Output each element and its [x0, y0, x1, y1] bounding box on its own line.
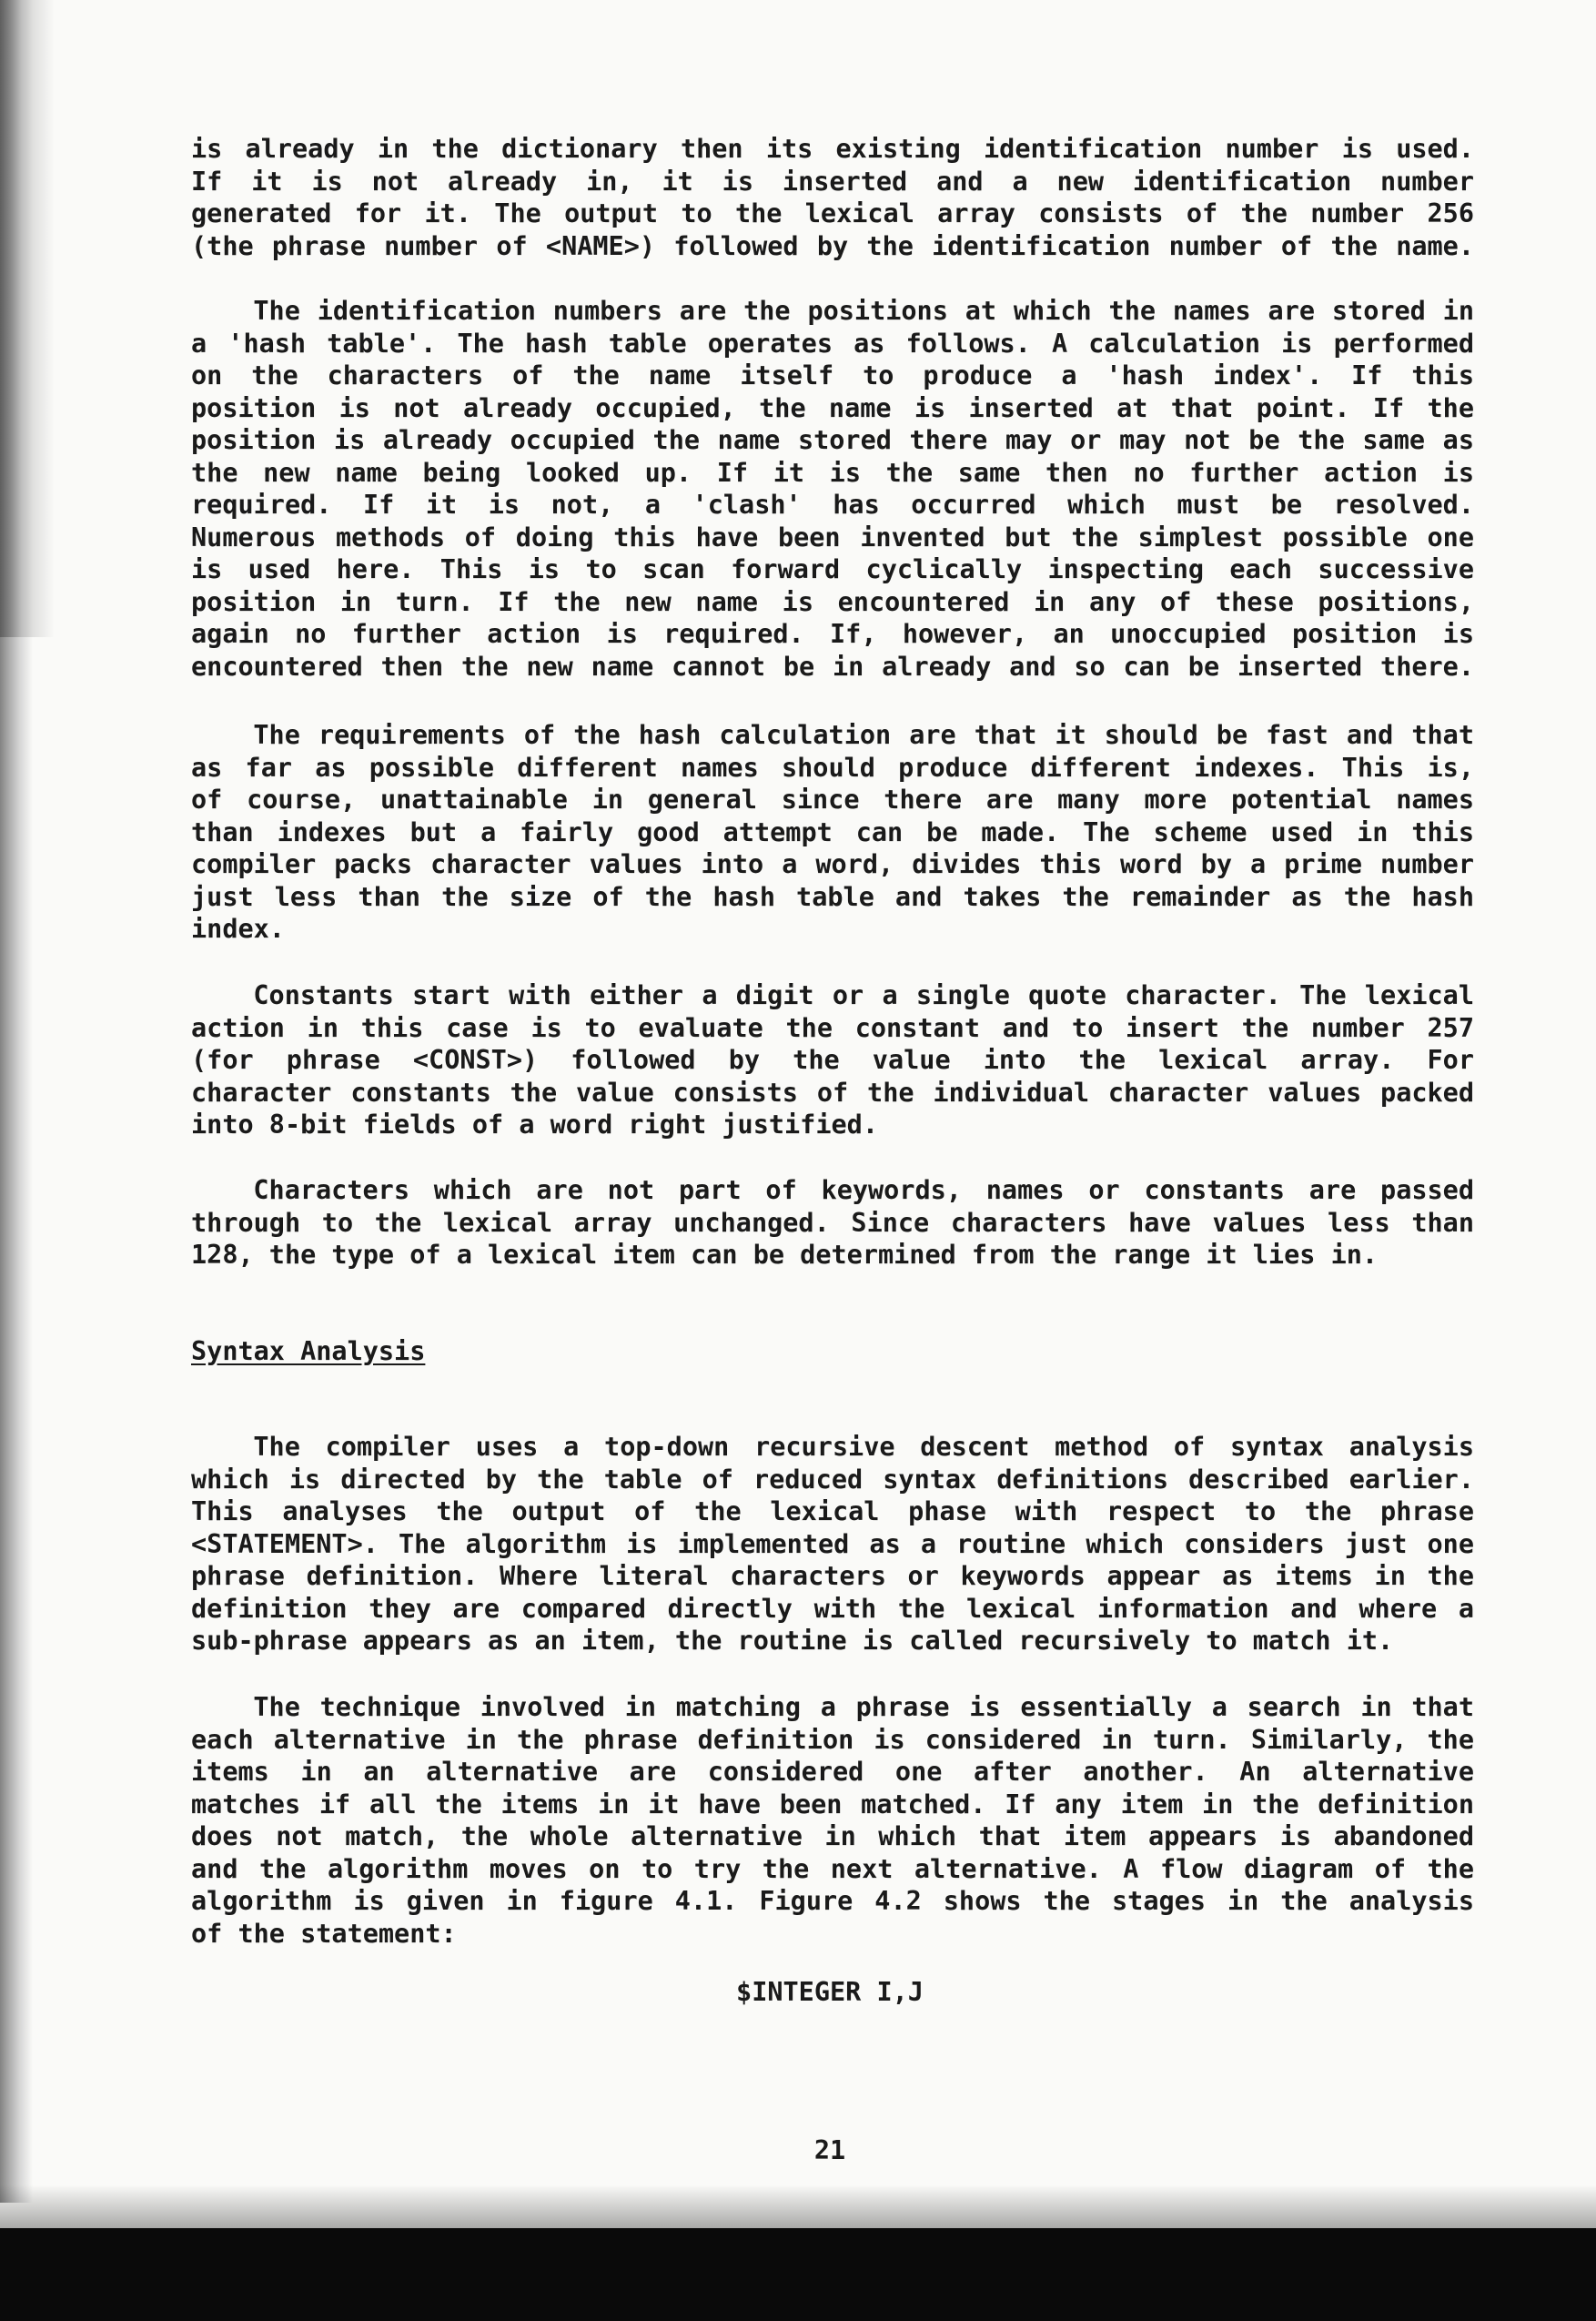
- text-line: each alternative in the phrase definition is considered in turn. Similarly, the: [191, 1724, 1474, 1755]
- text-line: position in turn. If the new name is encountered in any of these positions,: [191, 586, 1474, 617]
- text-line: required. If it is not, a 'clash' has occurred which must be resolved.: [191, 490, 1474, 520]
- text-line: on the characters of the name itself to produce a 'hash index'. If this: [191, 360, 1474, 390]
- text-line: is already in the dictionary then its existing identification number is used.: [191, 134, 1474, 164]
- text-line: matches if all the items in it have been matched. If any item in the definition: [191, 1789, 1474, 1819]
- text-line: sub-phrase appears as an item, the routine is called recursively to match it.: [191, 1626, 1394, 1656]
- paragraph-characters: [191, 1174, 1474, 1272]
- text-line: as far as possible different names should produce different indexes. This is,: [191, 752, 1474, 783]
- text-line: 128, the type of a lexical item can be determined from the range it lies in.: [191, 1240, 1379, 1270]
- paragraph-constants: [191, 979, 1474, 1141]
- text-line: If it is not already in, it is inserted and a new identification number: [191, 166, 1474, 197]
- example-statement: $INTEGER I,J: [736, 1977, 924, 2007]
- paragraph-dictionary: [191, 133, 1474, 262]
- text-line: <STATEMENT>. The algorithm is implemented as a routine which considers just one: [191, 1528, 1474, 1559]
- text-line: a 'hash table'. The hash table operates as follows. A calculation is performed: [191, 328, 1474, 359]
- text-line: The technique involved in matching a phrase is essentially a search in that: [253, 1692, 1474, 1722]
- page-number: 21: [813, 2135, 846, 2165]
- text-line: algorithm is given in figure 4.1. Figure 4.2 shows the stages in the analysis: [191, 1886, 1474, 1916]
- text-line: (for phrase <CONST>) followed by the value into the lexical array. For: [191, 1045, 1474, 1075]
- text-line: through to the lexical array unchanged. Since characters have values less than: [191, 1207, 1474, 1238]
- text-line: position is not already occupied, the name is inserted at that point. If the: [191, 392, 1474, 423]
- text-line: than indexes but a fairly good attempt can be made. The scheme used in this: [191, 816, 1474, 847]
- text-line: Constants start with either a digit or a single quote character. The lexical: [253, 980, 1474, 1010]
- text-line: does not match, the whole alternative in which that item appears is abandoned: [191, 1821, 1474, 1851]
- paragraph-compiler: [191, 1431, 1474, 1657]
- scan-bottom-edge: [0, 2228, 1596, 2321]
- scan-bottom-shadow: [0, 2184, 1596, 2230]
- scan-edge-shadow-top: [0, 0, 55, 637]
- text-line: action in this case is to evaluate the constant and to insert the number 257: [191, 1012, 1474, 1043]
- text-line: index.: [191, 914, 285, 944]
- text-line: is used here. This is to scan forward cyclically inspecting each successive: [191, 554, 1474, 584]
- text-line: This analyses the output of the lexical phase with respect to the phrase: [191, 1496, 1474, 1526]
- text-line: items in an alternative are considered one after another. An alternative: [191, 1757, 1474, 1787]
- paragraph-hash-calculation: [191, 719, 1474, 946]
- text-line: Characters which are not part of keywords, names or constants are passed: [253, 1175, 1474, 1205]
- text-line: encountered then the new name cannot be in already and so can be inserted there.: [191, 651, 1474, 682]
- text-line: generated for it. The output to the lexical array consists of the number 256: [191, 198, 1474, 228]
- text-line: The compiler uses a top-down recursive descent method of syntax analysis: [253, 1432, 1474, 1462]
- text-line: of course, unattainable in general since there are many more potential names: [191, 785, 1474, 815]
- text-line: again no further action is required. If, however, an unoccupied position is: [191, 619, 1474, 649]
- paragraph-technique: [191, 1691, 1474, 1950]
- text-line: The identification numbers are the positions at which the names are stored in: [253, 296, 1474, 326]
- text-line: and the algorithm moves on to try the next alternative. A flow diagram of the: [191, 1853, 1474, 1884]
- text-line: Numerous methods of doing this have been invented but the simplest possible one: [191, 522, 1474, 552]
- section-heading: Syntax Analysis: [191, 1336, 426, 1366]
- text-line: definition they are compared directly with the lexical information and where a: [191, 1593, 1474, 1624]
- text-line: the new name being looked up. If it is the same then no further action is: [191, 457, 1474, 488]
- text-line: phrase definition. Where literal characters or keywords appear as items in the: [191, 1561, 1474, 1591]
- text-line: The requirements of the hash calculation are that it should be fast and that: [253, 720, 1474, 750]
- text-line: (the phrase number of <NAME>) followed by the identification number of the name.: [191, 230, 1474, 261]
- text-line: of the statement:: [191, 1918, 457, 1949]
- text-line: which is directed by the table of reduced syntax definitions described earlier.: [191, 1464, 1474, 1495]
- text-line: character constants the value consists of the individual character values packed: [191, 1077, 1474, 1108]
- text-line: into 8-bit fields of a word right justified.: [191, 1110, 878, 1140]
- text-line: just less than the size of the hash table and takes the remainder as the hash: [191, 881, 1474, 912]
- text-line: compiler packs character values into a word, divides this word by a prime number: [191, 849, 1474, 879]
- text-line: position is already occupied the name stored there may or may not be the same as: [191, 425, 1474, 455]
- paragraph-hash-table: [191, 295, 1474, 683]
